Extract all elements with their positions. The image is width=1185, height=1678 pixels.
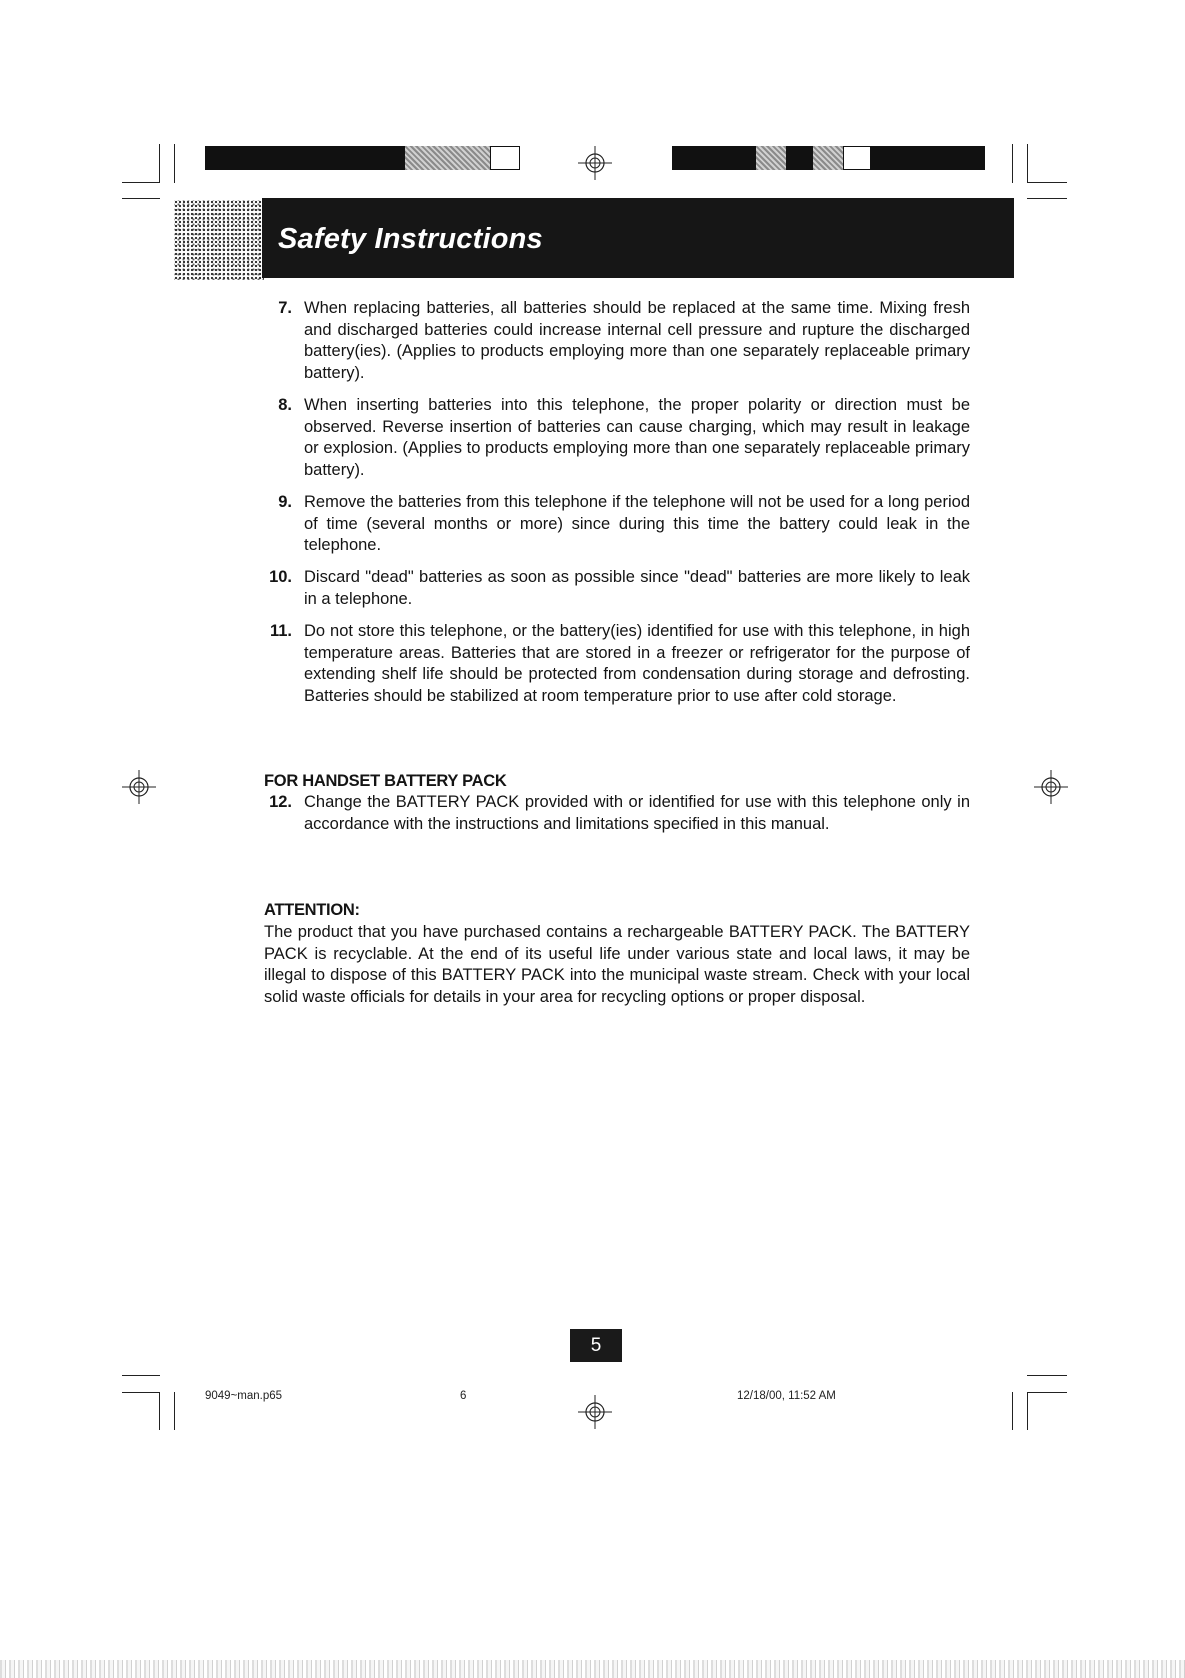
- list-item: [262, 567, 970, 610]
- crop-mark: [122, 1392, 160, 1393]
- list-item: [262, 792, 970, 835]
- item-text: When inserting batteries into this telephone, the proper polarity or direction must be observed. Reverse insertion of batteries can cause charging, which may result in leakage or explosion. (Applies to products employing more than one separately replaceable primary battery).: [304, 396, 970, 479]
- crop-mark: [122, 1375, 160, 1376]
- crop-mark: [174, 1392, 175, 1430]
- crop-mark: [1027, 144, 1028, 183]
- registration-target-icon: [578, 146, 612, 180]
- item-number: 12.: [269, 793, 292, 811]
- header-halftone-pattern: [174, 200, 264, 280]
- crop-mark: [1027, 198, 1067, 199]
- registration-white-box: [490, 146, 520, 170]
- registration-target-icon: [578, 1395, 612, 1429]
- item-number: 9.: [278, 493, 292, 511]
- registration-target-icon: [1034, 770, 1068, 804]
- footer-sheet: 6: [460, 1390, 467, 1402]
- crop-mark: [159, 144, 160, 183]
- crop-mark: [174, 144, 175, 183]
- crop-mark: [122, 198, 160, 199]
- list-item: [262, 621, 970, 707]
- item-number: 11.: [269, 622, 292, 640]
- crop-mark: [122, 182, 160, 183]
- scan-noise-strip: [0, 1660, 1185, 1678]
- registration-halftone: [405, 146, 490, 170]
- item-text: Discard "dead" batteries as soon as possible since "dead" batteries are more likely to leak in a telephone.: [304, 568, 970, 608]
- crop-mark: [1027, 1392, 1067, 1393]
- crop-mark: [1012, 144, 1013, 183]
- item-text: Change the BATTERY PACK provided with or identified for use with this telephone only in accordance with the instructions and limitations specified in this manual.: [304, 793, 970, 833]
- item-number: 7.: [278, 299, 292, 317]
- registration-white-box: [843, 146, 871, 170]
- footer-timestamp: 12/18/00, 11:52 AM: [737, 1390, 836, 1402]
- list-item: [262, 395, 970, 481]
- item-text: When replacing batteries, all batteries should be replaced at the same time. Mixing fresh and discharged batteries could increase internal cell pressure and rupture the discharged battery(ies). (Applies to products employing more than one separately replaceable primary battery).: [304, 299, 970, 382]
- registration-target-icon: [122, 770, 156, 804]
- registration-halftone: [813, 146, 843, 170]
- list-item: [262, 492, 970, 557]
- footer-filename: 9049~man.p65: [205, 1390, 283, 1402]
- page-number: 5: [570, 1329, 622, 1362]
- item-text: Do not store this telephone, or the battery(ies) identified for use with this telephone, in high temperature areas. Batteries that are stored in a freezer or refrigerator for the purpose of extending shelf life should be protected from condensation during storage and defrosting. Batteries should be stabilized at room temperature prior to use after cold storage.: [304, 622, 970, 705]
- page-title: Safety Instructions: [278, 223, 543, 255]
- crop-mark: [1027, 1392, 1028, 1430]
- registration-halftone: [756, 146, 786, 170]
- crop-mark: [1027, 1375, 1067, 1376]
- crop-mark: [1012, 1392, 1013, 1430]
- item-number: 8.: [278, 396, 292, 414]
- battery-pack-heading: FOR HANDSET BATTERY PACK: [264, 772, 507, 790]
- attention-paragraph: The product that you have purchased contains a rechargeable BATTERY PACK. The BATTERY PACK is recyclable. At the end of its useful life under various state and local laws, it may be illegal to dispose of this BATTERY PACK into the municipal waste stream. Check with your local solid waste officials for details in your area for recycling options or proper disposal.: [264, 923, 970, 1006]
- item-text: Remove the batteries from this telephone if the telephone will not be used for a long period of time (several months or more) since during this time the battery could leak in the telephone.: [304, 493, 970, 555]
- list-item: [262, 298, 970, 384]
- crop-mark: [1027, 182, 1067, 183]
- attention-heading: ATTENTION:: [264, 901, 360, 919]
- item-number: 10.: [269, 568, 292, 586]
- crop-mark: [159, 1392, 160, 1430]
